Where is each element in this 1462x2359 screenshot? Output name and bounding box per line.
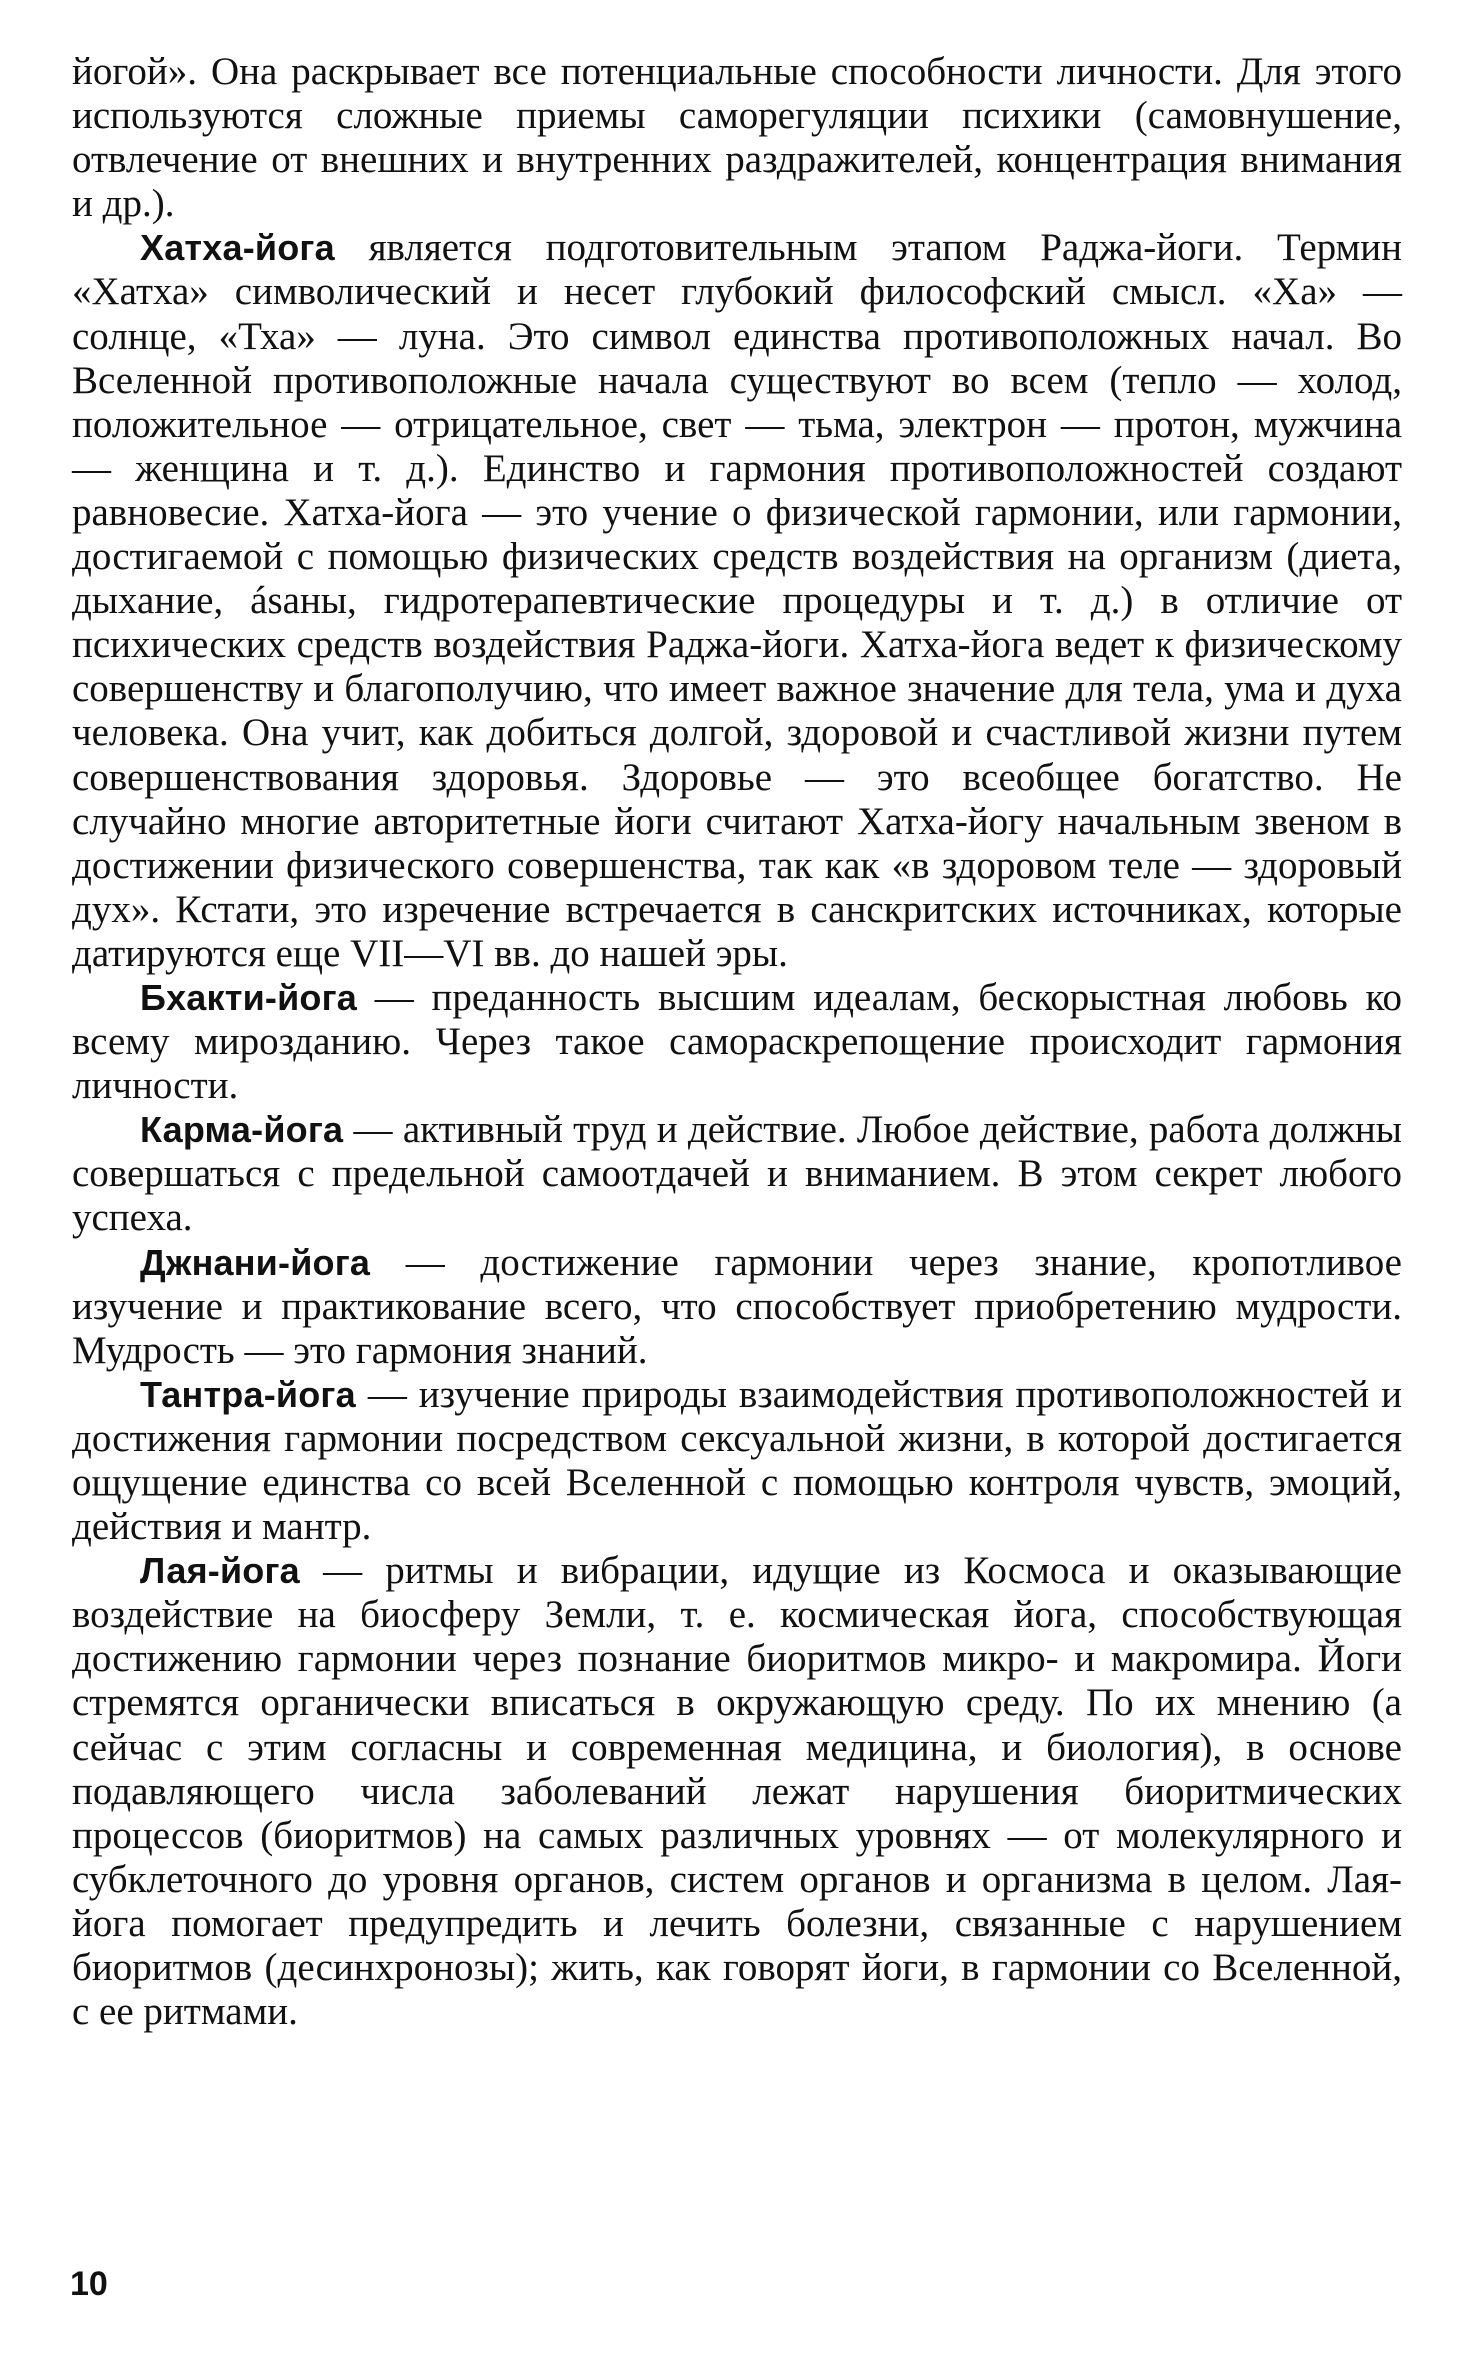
- term-tantra-yoga: Тантра-йога: [140, 1373, 356, 1415]
- paragraph-bhakti-yoga: [72, 976, 1402, 1108]
- term-hatha-yoga: Хатха-йога: [140, 227, 335, 269]
- paragraph-text: — изучение природы взаимодействия противоположностей и достижения гармонии посредством сексуальной жизни, в которой достигается ощущение единства со всей Вселенной с помощью контроля чувств, эмоций, действия и мантр.: [72, 1372, 1402, 1549]
- paragraph-text: — ритмы и вибрации, идущие из Космоса и оказывающие воздействие на биосферу Земли, т. е. космическая йога, способствующая достижению гармонии через познание биоритмов микро- и макромира. Йоги стремятся органически вписаться в окружающую среду. По их мнению (а сейчас с этим согласны и современная медицина, и биология), в основе подавляющего числа заболеваний лежат нарушения биоритмических процессов (биоритмов) на самых различных уровнях — от молекулярного и субклеточного до уровня органов, систем органов и организма в целом. Лая-йога помогает предупредить и лечить болезни, связанные с нарушением биоритмов (десинхронозы); жить, как говорят йоги, в гармонии со Вселенной, с ее ритмами.: [72, 1549, 1402, 2034]
- paragraph-text: — активный труд и действие. Любое действие, работа должны совершаться с предельной самоотдачей и вниманием. В этом секрет любого успеха.: [72, 1108, 1402, 1240]
- paragraph-jnani-yoga: [72, 1241, 1402, 1373]
- page-body: [72, 50, 1402, 2034]
- paragraph-karma-yoga: [72, 1108, 1402, 1240]
- paragraph-text: — достижение гармонии через знание, кропотливое изучение и практикование всего, что способствует приобретению мудрости. Мудрость — это гармония знаний.: [72, 1240, 1402, 1372]
- paragraph-laya-yoga: [72, 1549, 1402, 2034]
- paragraph-text: йогой». Она раскрывает все потенциальные способности личности. Для этого используются сложные приемы саморегуляции психики (самовнушение, отвлечение от внешних и внутренних раздражителей, концентрация внимания и др.).: [72, 50, 1402, 226]
- term-bhakti-yoga: Бхакти-йога: [140, 976, 358, 1018]
- paragraph-text: является подготовительным этапом Раджа-йоги. Термин «Хатха» символический и несет глубокий философский смысл. «Ха» — солнце, «Тха» — луна. Это символ единства противоположных начал. Во Вселенной противоположные начала существуют во всем (тепло — холод, положительное — отрицательное, свет — тьма, электрон — протон, мужчина — женщина и т. д.). Единство и гармония противоположностей создают равновесие. Хатха-йога — это учение о физической гармонии, или гармонии, достигаемой с помощью физических средств воздействия на организм (диета, дыхание, ásаны, гидротерапевтические процедуры и т. д.) в отличие от психических средств воздействия Раджа-йоги. Хатха-йога ведет к физическому совершенству и благополучию, что имеет важное значение для тела, ума и духа человека. Она учит, как добиться долгой, здоровой и счастливой жизни путем совершенствования здоровья. Здоровье — это всеобщее богатство. Не случайно многие авторитетные йоги считают Хатха-йогу начальным звеном в достижении физического совершенства, так как «в здоровом теле — здоровый дух». Кстати, это изречение встречается в санскритских источниках, которые датируются еще VII—VI вв. до нашей эры.: [72, 226, 1402, 975]
- page-number: 10: [70, 2265, 108, 2303]
- paragraph-tantra-yoga: [72, 1373, 1402, 1549]
- term-jnani-yoga: Джнани-йога: [140, 1241, 371, 1283]
- paragraph-text: — преданность высшим идеалам, бескорыстная любовь ко всему мирозданию. Через такое самораскрепощение происходит гармония личности.: [72, 975, 1402, 1108]
- term-karma-yoga: Карма-йога: [140, 1109, 344, 1151]
- term-laya-yoga: Лая-йога: [140, 1550, 300, 1592]
- paragraph-hatha-yoga: [72, 226, 1402, 976]
- paragraph-continuation: [72, 50, 1402, 226]
